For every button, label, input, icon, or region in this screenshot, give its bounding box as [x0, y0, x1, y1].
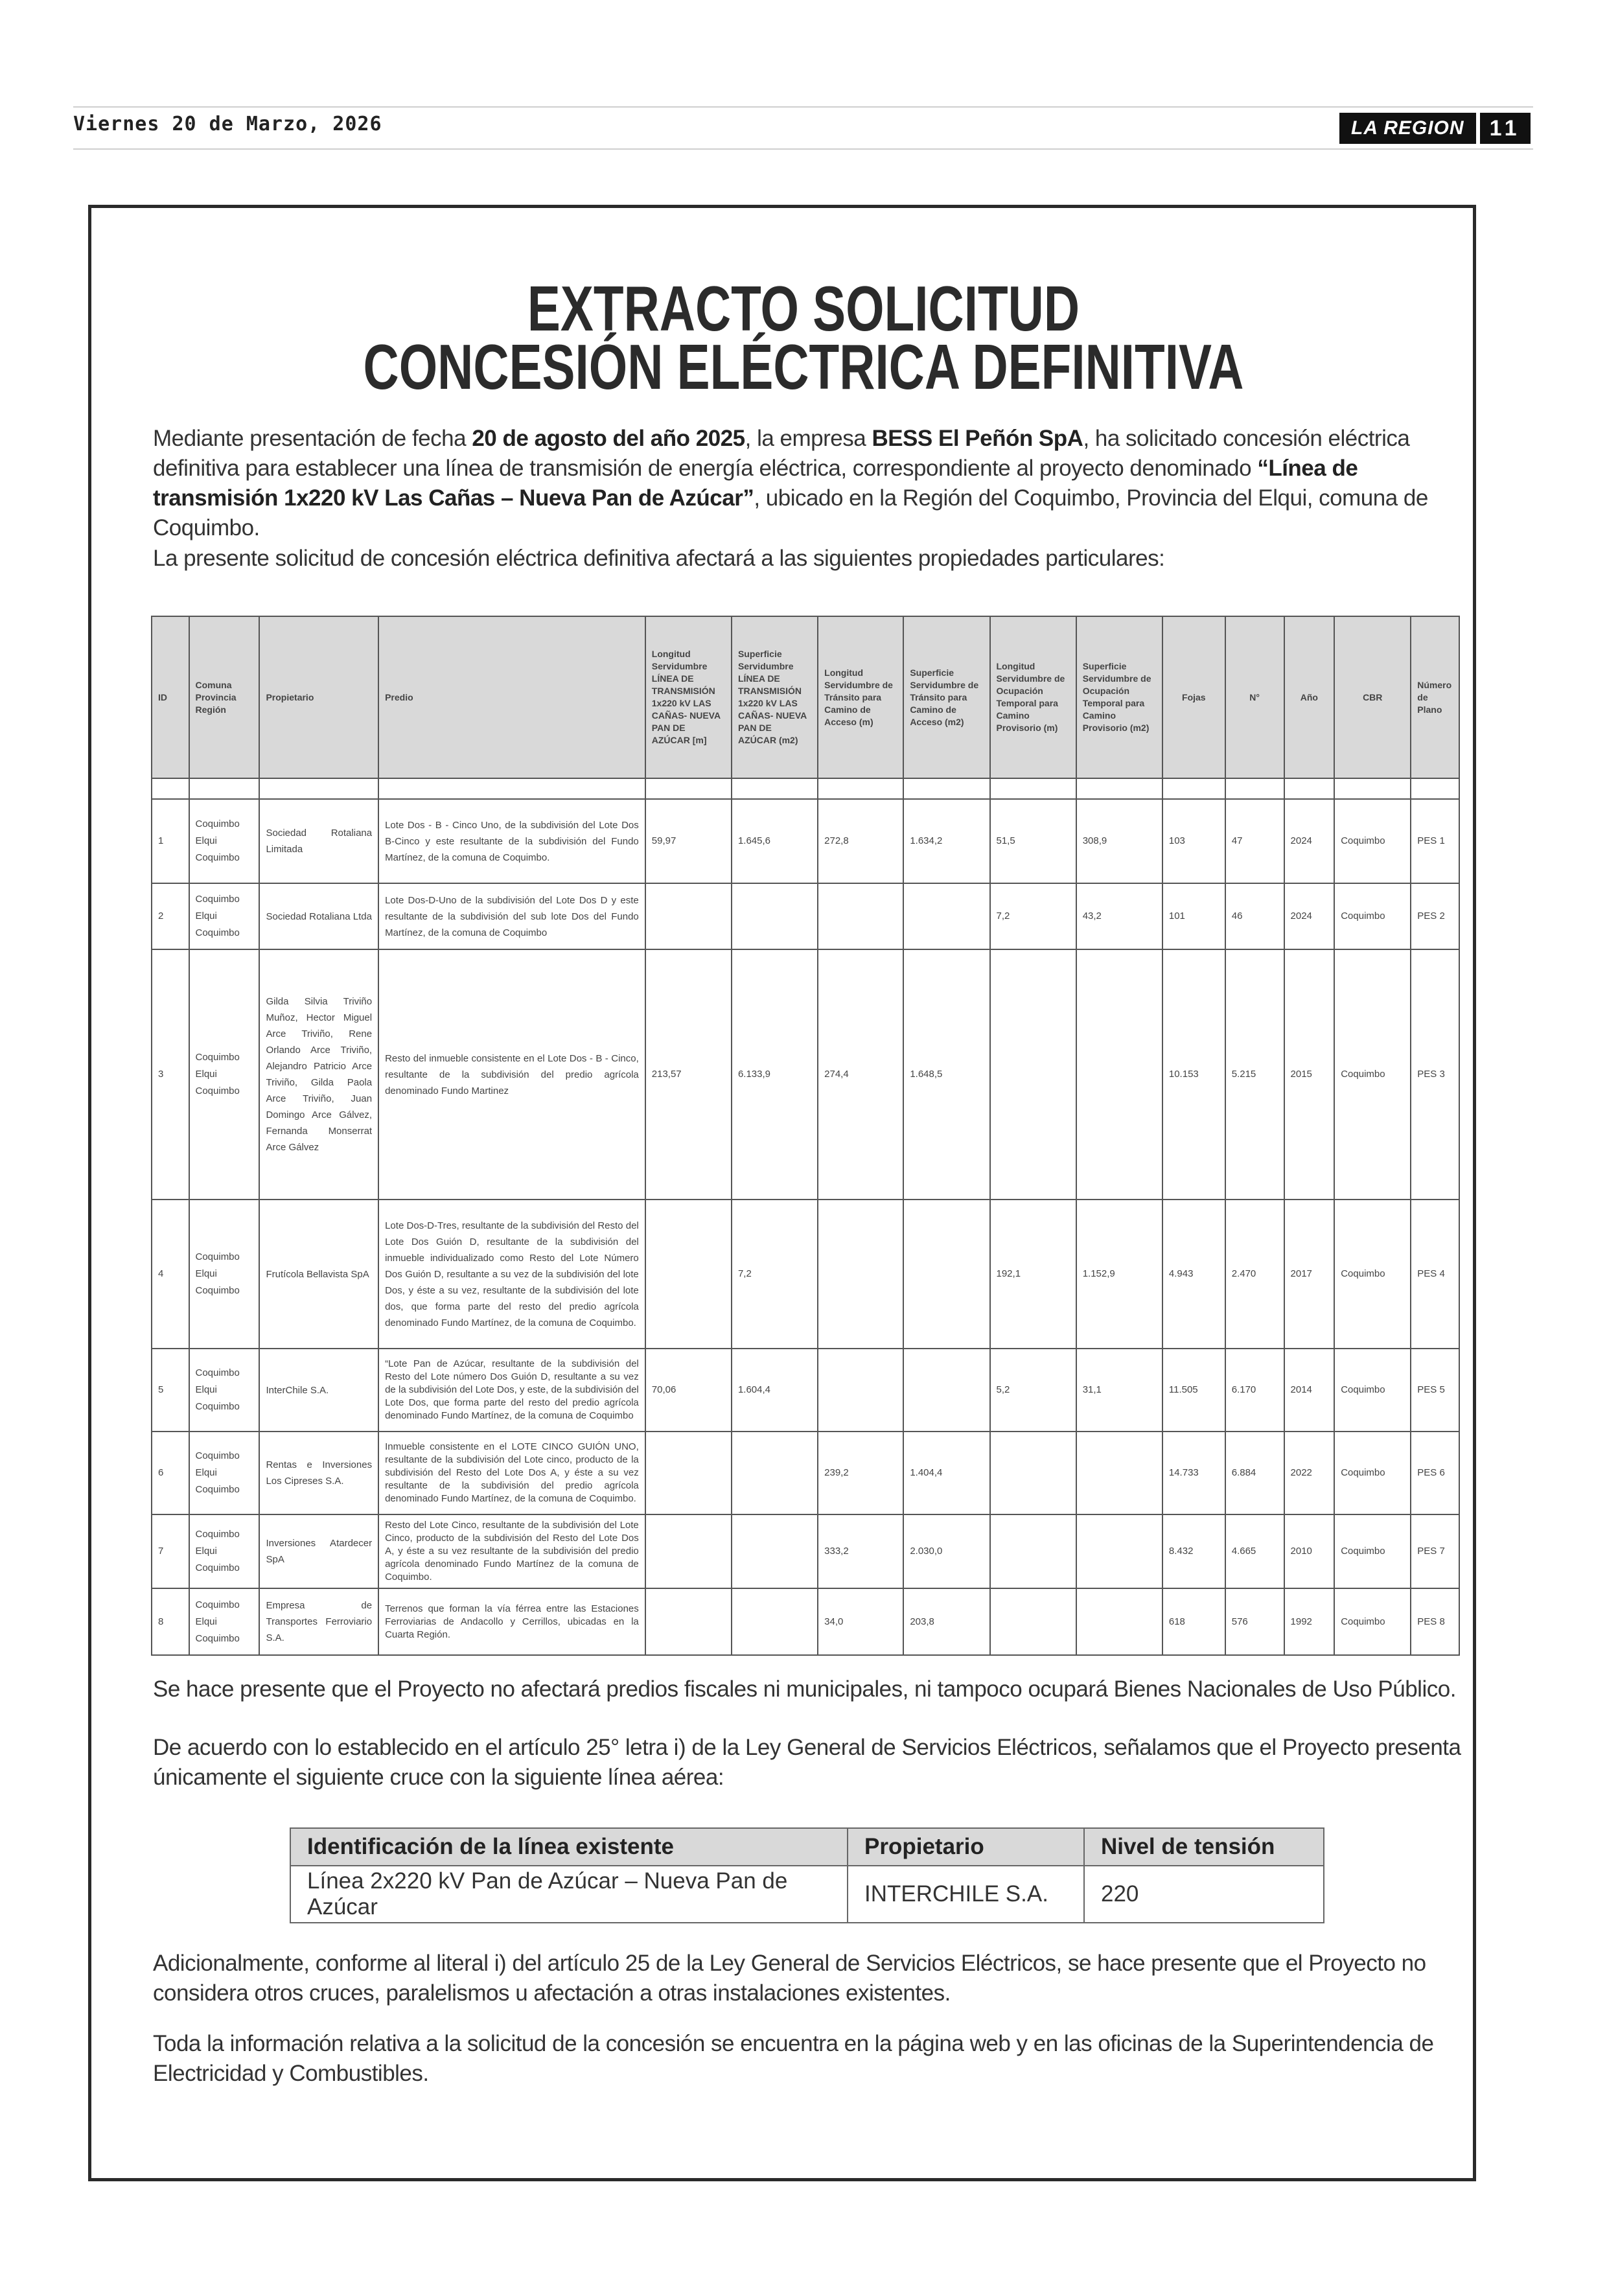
- cell-sup-acceso: 1.404,4: [903, 1432, 989, 1514]
- cell-propietario: Frutícola Bellavista SpA: [259, 1200, 378, 1349]
- cell-sup-temp: [1076, 1588, 1162, 1655]
- cell-long-temp: [990, 1432, 1076, 1514]
- cell-numero: 46: [1225, 883, 1284, 949]
- cell-plano: PES 3: [1411, 949, 1459, 1200]
- cell-long-acceso: [818, 883, 903, 949]
- cell-long-trans: [645, 1432, 732, 1514]
- cell-sup-acceso: 2.030,0: [903, 1514, 989, 1588]
- cell-long-trans: 59,97: [645, 799, 732, 883]
- affects-paragraph: La presente solicitud de concesión eléctrica definitiva afectará a las siguientes propiedades particulares:: [153, 546, 1165, 571]
- col-cbr: CBR: [1334, 616, 1411, 778]
- notice-title-line2: CONCESIÓN ELÉCTRICA DEFINITIVA: [363, 331, 1244, 402]
- crossing-voltage: 220: [1084, 1866, 1324, 1923]
- cell-sup-temp: [1076, 1514, 1162, 1588]
- cell-long-temp: 7,2: [990, 883, 1076, 949]
- cell-long-trans: [645, 883, 732, 949]
- intro-text-3: , ha solicitado concesión eléctrica definitiva para establecer una línea de transmisión de energía eléctrica, correspondiente al proyecto denominado: [153, 426, 1410, 481]
- cell-fojas: 11.505: [1162, 1349, 1225, 1432]
- cell-predio: Lote Dos-D-Uno de la subdivisión del Lote Dos D y este resultante de la subdivisión del sub lote Dos del Fundo Martínez, de la comuna de Coquimbo: [378, 883, 645, 949]
- table-row: [152, 1514, 1459, 1588]
- table-row: [152, 1349, 1459, 1432]
- col-propietario: Propietario: [259, 616, 378, 778]
- col-fojas: Fojas: [1162, 616, 1225, 778]
- cell-sup-temp: 308,9: [1076, 799, 1162, 883]
- table-row: [152, 1432, 1459, 1514]
- notice-title-line1: EXTRACTO SOLICITUD: [527, 273, 1080, 344]
- cell-long-acceso: [818, 1349, 903, 1432]
- cell-sup-trans: [732, 1514, 818, 1588]
- cell-fojas: 14.733: [1162, 1432, 1225, 1514]
- crossing-owner: INTERCHILE S.A.: [848, 1866, 1084, 1923]
- crossing-col-voltage: Nivel de tensión: [1084, 1828, 1324, 1866]
- cell-long-trans: [645, 1588, 732, 1655]
- cell-sup-temp: 43,2: [1076, 883, 1162, 949]
- crossing-line: Línea 2x220 kV Pan de Azúcar – Nueva Pan de Azúcar: [290, 1866, 848, 1923]
- cell-anio: 2017: [1284, 1200, 1335, 1349]
- cell-long-acceso: 272,8: [818, 799, 903, 883]
- cell-sup-trans: 1.604,4: [732, 1349, 818, 1432]
- cell-comuna: Coquimbo Elqui Coquimbo: [189, 949, 260, 1200]
- cell-anio: 2015: [1284, 949, 1335, 1200]
- cell-sup-acceso: [903, 1200, 989, 1349]
- cell-sup-temp: [1076, 1432, 1162, 1514]
- cell-anio: 2024: [1284, 883, 1335, 949]
- cell-propietario: InterChile S.A.: [259, 1349, 378, 1432]
- col-long-temp: Longitud Servidumbre de Ocupación Temporal para Camino Provisorio (m): [990, 616, 1076, 778]
- cell-numero: 5.215: [1225, 949, 1284, 1200]
- additional-paragraph: Adicionalmente, conforme al literal i) del artículo 25 de la Ley General de Servicios Eléctricos, se hace presente que el Proyecto no considera otros cruces, paralelismos u afectación a otras instalaciones existentes.: [153, 1951, 1426, 2006]
- cell-plano: PES 4: [1411, 1200, 1459, 1349]
- table-row: [152, 883, 1459, 949]
- table-row: [152, 799, 1459, 883]
- crossing-table: [290, 1827, 1324, 1923]
- col-long-trans: Longitud Servidumbre LÍNEA DE TRANSMISIÓN 1x220 kV LAS CAÑAS- NUEVA PAN DE AZÚCAR [m]: [645, 616, 732, 778]
- cell-cbr: Coquimbo: [1334, 883, 1411, 949]
- cell-long-acceso: 274,4: [818, 949, 903, 1200]
- cell-long-trans: 213,57: [645, 949, 732, 1200]
- cell-anio: 1992: [1284, 1588, 1335, 1655]
- header-rule-bottom: [73, 148, 1533, 150]
- cell-long-acceso: [818, 1200, 903, 1349]
- cell-sup-acceso: 1.648,5: [903, 949, 989, 1200]
- cell-propietario: Rentas e Inversiones Los Cipreses S.A.: [259, 1432, 378, 1514]
- cell-sup-trans: 6.133,9: [732, 949, 818, 1200]
- crossing-intro: De acuerdo con lo establecido en el artículo 25° letra i) de la Ley General de Servicios Eléctricos, señalamos que el Proyecto presenta únicamente el siguiente cruce con la siguiente línea aérea:: [153, 1735, 1461, 1790]
- cell-fojas: 10.153: [1162, 949, 1225, 1200]
- cell-plano: PES 5: [1411, 1349, 1459, 1432]
- intro-date: 20 de agosto del año 2025: [472, 426, 745, 451]
- cell-anio: 2024: [1284, 799, 1335, 883]
- cell-numero: 576: [1225, 1588, 1284, 1655]
- crossing-header-row: [290, 1828, 1324, 1866]
- cell-numero: 47: [1225, 799, 1284, 883]
- cell-comuna: Coquimbo Elqui Coquimbo: [189, 883, 260, 949]
- cell-sup-acceso: [903, 883, 989, 949]
- intro-project: “Línea de transmisión 1x220 kV Las Cañas – Nueva Pan de Azúcar”: [153, 456, 1358, 511]
- intro-paragraph: [153, 424, 1462, 543]
- col-id: ID: [152, 616, 189, 778]
- cell-id: 6: [152, 1432, 189, 1514]
- cell-long-acceso: 239,2: [818, 1432, 903, 1514]
- cell-predio: “Lote Pan de Azúcar, resultante de la subdivisión del Resto del Lote número Dos Guión D, resultante a su vez de la subdivisión del Lote Dos, y este, de la subdivisión del Lote Dos, que forma parte del resto del predio agrícola denominado Fundo Martínez, de la comuna de Coquimbo: [378, 1349, 645, 1432]
- cell-long-temp: 51,5: [990, 799, 1076, 883]
- col-plano: Número de Plano: [1411, 616, 1459, 778]
- cell-predio: Lote Dos - B - Cinco Uno, de la subdivisión del Lote Dos B-Cinco y este resultante de la subdivisión del Fundo Martínez, de la comuna de Coquimbo.: [378, 799, 645, 883]
- cell-long-temp: [990, 1514, 1076, 1588]
- cell-cbr: Coquimbo: [1334, 1588, 1411, 1655]
- fiscal-note: Se hace presente que el Proyecto no afectará predios fiscales ni municipales, ni tampoco ocupará Bienes Nacionales de Uso Público.: [153, 1676, 1456, 1702]
- col-sup-trans: Superficie Servidumbre LÍNEA DE TRANSMISIÓN 1x220 kV LAS CAÑAS- NUEVA PAN DE AZÚCAR (m2): [732, 616, 818, 778]
- cell-propietario: Inversiones Atardecer SpA: [259, 1514, 378, 1588]
- cell-fojas: 618: [1162, 1588, 1225, 1655]
- cell-predio: Terrenos que forman la vía férrea entre las Estaciones Ferroviarias de Andacollo y Cerrillos, ubicadas en la Cuarta Región.: [378, 1588, 645, 1655]
- cell-numero: 6.884: [1225, 1432, 1284, 1514]
- cell-propietario: Sociedad Rotaliana Limitada: [259, 799, 378, 883]
- cell-cbr: Coquimbo: [1334, 1432, 1411, 1514]
- cell-comuna: Coquimbo Elqui Coquimbo: [189, 1200, 260, 1349]
- cell-sup-trans: 7,2: [732, 1200, 818, 1349]
- cell-numero: 2.470: [1225, 1200, 1284, 1349]
- cell-predio: Resto del inmueble consistente en el Lote Dos - B - Cinco, resultante de la subdivisión del predio agrícola denominado Fundo Martinez: [378, 949, 645, 1200]
- cell-comuna: Coquimbo Elqui Coquimbo: [189, 1432, 260, 1514]
- cell-sup-acceso: 203,8: [903, 1588, 989, 1655]
- intro-text-4: , ubicado en la Región del Coquimbo, Provincia del Elqui, comuna de Coquimbo.: [153, 485, 1428, 540]
- cell-cbr: Coquimbo: [1334, 799, 1411, 883]
- cell-numero: 4.665: [1225, 1514, 1284, 1588]
- cell-comuna: Coquimbo Elqui Coquimbo: [189, 1588, 260, 1655]
- cell-comuna: Coquimbo Elqui Coquimbo: [189, 1514, 260, 1588]
- cell-sup-trans: [732, 1588, 818, 1655]
- cell-long-acceso: 34,0: [818, 1588, 903, 1655]
- col-predio: Predio: [378, 616, 645, 778]
- cell-plano: PES 1: [1411, 799, 1459, 883]
- cell-plano: PES 8: [1411, 1588, 1459, 1655]
- cell-sup-temp: [1076, 949, 1162, 1200]
- cell-cbr: Coquimbo: [1334, 1349, 1411, 1432]
- cell-long-temp: 192,1: [990, 1200, 1076, 1349]
- properties-header-row: [152, 616, 1459, 778]
- header-rule-top: [73, 106, 1533, 108]
- col-numero: N°: [1225, 616, 1284, 778]
- cell-id: 1: [152, 799, 189, 883]
- cell-comuna: Coquimbo Elqui Coquimbo: [189, 799, 260, 883]
- cell-long-trans: [645, 1514, 732, 1588]
- cell-anio: 2010: [1284, 1514, 1335, 1588]
- cell-long-temp: [990, 1588, 1076, 1655]
- cell-anio: 2022: [1284, 1432, 1335, 1514]
- cell-plano: PES 7: [1411, 1514, 1459, 1588]
- cell-id: 2: [152, 883, 189, 949]
- cell-sup-acceso: 1.634,2: [903, 799, 989, 883]
- cell-cbr: Coquimbo: [1334, 949, 1411, 1200]
- cell-sup-temp: 31,1: [1076, 1349, 1162, 1432]
- masthead: [1339, 113, 1531, 144]
- table-spacer: [152, 778, 1459, 799]
- cell-fojas: 4.943: [1162, 1200, 1225, 1349]
- cell-predio: Inmueble consistente en el LOTE CINCO GUIÓN UNO, resultante de la subdivisión del Lote cinco, producto de la subdivisión del Resto del Lote Dos A, y éste a su vez resultante de la subdivisión del predio agrícola denominado Fundo Martínez, de la comuna de Coquimbo.: [378, 1432, 645, 1514]
- cell-numero: 6.170: [1225, 1349, 1284, 1432]
- crossing-col-line: Identificación de la línea existente: [290, 1828, 848, 1866]
- col-sup-temp: Superficie Servidumbre de Ocupación Temporal para Camino Provisorio (m2): [1076, 616, 1162, 778]
- cell-long-temp: [990, 949, 1076, 1200]
- cell-sup-acceso: [903, 1349, 989, 1432]
- cell-long-temp: 5,2: [990, 1349, 1076, 1432]
- cell-long-trans: 70,06: [645, 1349, 732, 1432]
- cell-propietario: Empresa de Transportes Ferroviario S.A.: [259, 1588, 378, 1655]
- intro-text-1: Mediante presentación de fecha: [153, 426, 472, 451]
- cell-id: 3: [152, 949, 189, 1200]
- cell-id: 7: [152, 1514, 189, 1588]
- table-row: [152, 1200, 1459, 1349]
- issue-date: Viernes 20 de Marzo, 2026: [73, 113, 382, 135]
- cell-comuna: Coquimbo Elqui Coquimbo: [189, 1349, 260, 1432]
- cell-fojas: 101: [1162, 883, 1225, 949]
- info-paragraph: Toda la información relativa a la solicitud de la concesión se encuentra en la página web y en las oficinas de la Superintendencia de Electricidad y Combustibles.: [153, 2031, 1434, 2086]
- page-number: 11: [1480, 113, 1531, 144]
- cell-id: 4: [152, 1200, 189, 1349]
- col-sup-acceso: Superficie Servidumbre de Tránsito para Camino de Acceso (m2): [903, 616, 989, 778]
- cell-long-acceso: 333,2: [818, 1514, 903, 1588]
- col-comuna: Comuna Provincia Región: [189, 616, 260, 778]
- table-row: [152, 949, 1459, 1200]
- cell-predio: Resto del Lote Cinco, resultante de la subdivisión del Lote Cinco, producto de la subdivisión del Resto del Lote Dos A, y éste a su vez resultante de la subdivisión del predio agrícola denominado Fundo Martínez de la comuna de Coquimbo.: [378, 1514, 645, 1588]
- intro-company: BESS El Peñón SpA: [872, 426, 1083, 451]
- cell-fojas: 8.432: [1162, 1514, 1225, 1588]
- cell-sup-temp: 1.152,9: [1076, 1200, 1162, 1349]
- cell-plano: PES 2: [1411, 883, 1459, 949]
- col-long-acceso: Longitud Servidumbre de Tránsito para Camino de Acceso (m): [818, 616, 903, 778]
- cell-cbr: Coquimbo: [1334, 1200, 1411, 1349]
- cell-plano: PES 6: [1411, 1432, 1459, 1514]
- intro-text-2: , la empresa: [745, 426, 872, 451]
- cell-sup-trans: 1.645,6: [732, 799, 818, 883]
- cell-cbr: Coquimbo: [1334, 1514, 1411, 1588]
- cell-id: 5: [152, 1349, 189, 1432]
- table-row: [152, 1588, 1459, 1655]
- cell-sup-trans: [732, 883, 818, 949]
- crossing-col-owner: Propietario: [848, 1828, 1084, 1866]
- cell-long-trans: [645, 1200, 732, 1349]
- cell-propietario: Sociedad Rotaliana Ltda: [259, 883, 378, 949]
- col-anio: Año: [1284, 616, 1335, 778]
- brand-logo: LA REGION: [1339, 113, 1476, 144]
- cell-predio: Lote Dos-D-Tres, resultante de la subdivisión del Resto del Lote Dos Guión D, resultante de la subdivisión del inmueble individualizado como Resto del Lote Número Dos Guión D, resultante a su vez de la subdivisión del lote Dos, y éste a su vez, resultante de la subdivisión del lote dos, que forma parte del resto del predio agrícola denominado Fundo Martínez, de la comuna de Coquimbo.: [378, 1200, 645, 1349]
- cell-fojas: 103: [1162, 799, 1225, 883]
- crossing-row: [290, 1866, 1324, 1923]
- cell-id: 8: [152, 1588, 189, 1655]
- cell-sup-trans: [732, 1432, 818, 1514]
- cell-anio: 2014: [1284, 1349, 1335, 1432]
- cell-propietario: Gilda Silvia Triviño Muñoz, Hector Miguel Arce Triviño, Rene Orlando Arce Triviño, Alejandro Patricio Arce Triviño, Gilda Paola Arce Triviño, Juan Domingo Arce Gálvez, Fernanda Monserrat Arce Gálvez: [259, 949, 378, 1200]
- properties-table: [151, 616, 1460, 1656]
